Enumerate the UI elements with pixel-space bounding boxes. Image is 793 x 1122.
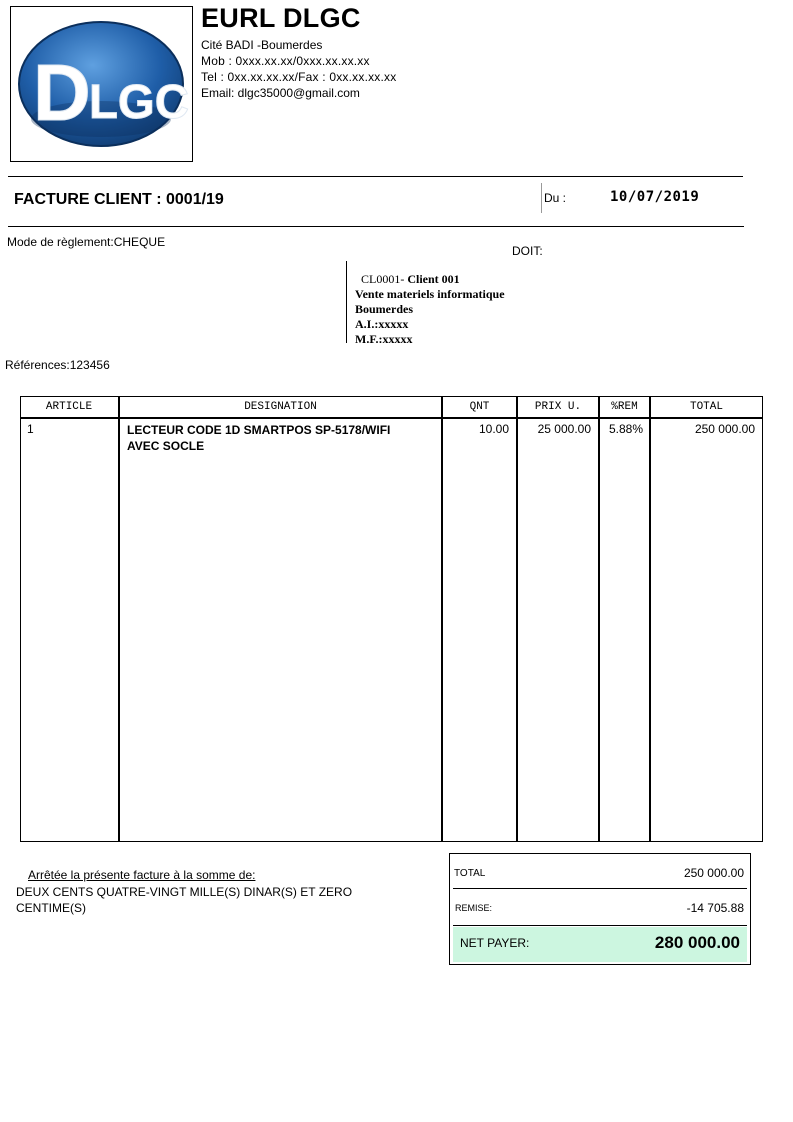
remise-value: -14 705.88 <box>686 901 744 915</box>
doit-label: DOIT: <box>512 244 543 258</box>
column-divider <box>441 396 443 842</box>
cell-prix: 25 000.00 <box>537 422 591 436</box>
header-qnt: QNT <box>469 401 490 413</box>
date-label: Du : <box>544 191 567 205</box>
references: Références:123456 <box>5 358 110 372</box>
header-top-rule <box>8 176 743 177</box>
cell-rem: 5.88% <box>608 422 643 436</box>
totals-divider <box>453 925 747 926</box>
company-mobile: Mob : 0xxx.xx.xx/0xxx.xx.xx.xx <box>201 54 370 68</box>
client-info <box>355 272 505 347</box>
net-payer-value: 280 000.00 <box>654 933 740 952</box>
invoice-title: FACTURE CLIENT : 0001/19 <box>14 191 224 208</box>
company-logo <box>10 6 193 162</box>
logo-letters-lgc: LGC <box>89 76 189 129</box>
designation-line: LECTEUR CODE 1D SMARTPOS SP-5178/WIFI <box>127 423 391 437</box>
total-value: 250 000.00 <box>683 866 744 880</box>
cell-article: 1 <box>27 422 34 436</box>
net-payer-label: NET PAYER: <box>460 936 530 950</box>
amount-words-value: DEUX CENTS QUATRE-VINGT MILLE(S) DINAR(S) ET ZERO CENTIME(S) <box>16 885 353 915</box>
logo-letter-d: D <box>33 48 91 137</box>
remise-label: REMISE: <box>455 903 493 913</box>
client-id-line <box>355 272 505 287</box>
client-name: Client 001 <box>407 272 460 286</box>
designation-line: AVEC SOCLE <box>127 439 205 453</box>
client-mf: M.F.:xxxxx <box>355 332 413 346</box>
amount-words-label: Arrêtée la présente facture à la somme de: <box>28 868 256 882</box>
client-activity: Vente materiels informatique <box>355 287 505 301</box>
client-divider <box>346 261 347 343</box>
payment-mode: Mode de règlement:CHEQUE <box>7 235 166 249</box>
column-divider <box>118 396 120 842</box>
invoice-date: 10/07/2019 <box>610 189 700 205</box>
client-code: CL0001- <box>361 272 405 286</box>
column-divider <box>516 396 518 842</box>
column-divider <box>649 396 651 842</box>
header-bottom-rule <box>8 226 744 227</box>
cell-total: 250 000.00 <box>694 422 755 436</box>
header-rem: %REM <box>611 401 638 413</box>
totals-divider <box>453 888 747 889</box>
company-email: Email: dlgc35000@gmail.com <box>201 86 360 100</box>
company-phone: Tel : 0xx.xx.xx.xx/Fax : 0xx.xx.xx.xx <box>201 70 397 84</box>
header-article: ARTICLE <box>45 401 93 413</box>
date-separator <box>541 183 542 213</box>
total-label: TOTAL <box>454 868 486 879</box>
column-divider <box>598 396 600 842</box>
client-city: Boumerdes <box>355 302 413 316</box>
header-total: TOTAL <box>689 401 723 413</box>
items-table <box>20 396 763 842</box>
header-designation: DESIGNATION <box>244 401 317 413</box>
dlgc-logo-graphic <box>11 7 192 161</box>
cell-designation <box>127 422 437 454</box>
cell-qnt: 10.00 <box>478 422 509 436</box>
company-address: Cité BADI -Boumerdes <box>201 38 323 52</box>
company-name: EURL DLGC <box>201 3 361 33</box>
header-prix: PRIX U. <box>534 401 582 413</box>
client-ai: A.I.:xxxxx <box>355 317 409 331</box>
